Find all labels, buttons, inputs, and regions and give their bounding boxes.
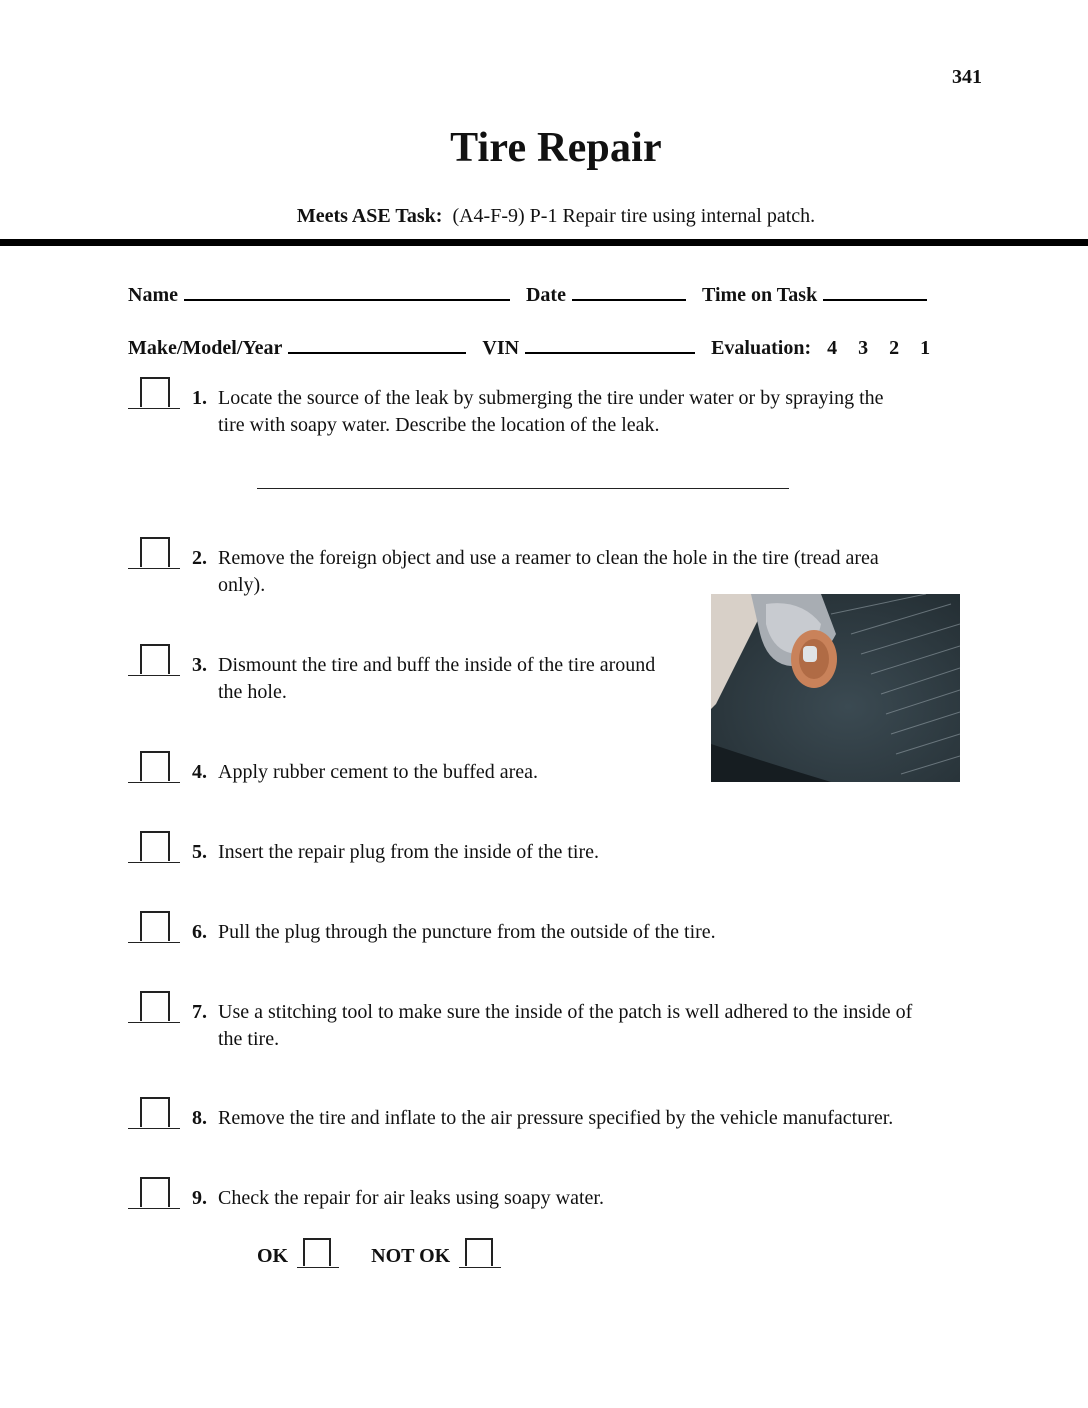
step-5-checkbox[interactable] (128, 831, 180, 863)
evaluation-scores (811, 337, 930, 360)
step-7-checkbox[interactable] (128, 991, 180, 1023)
ase-task-line (0, 205, 1088, 228)
step-text-line: the tire. (218, 1028, 280, 1050)
not-ok-label: NOT OK (371, 1245, 451, 1267)
step-3-checkbox[interactable] (128, 644, 180, 676)
not-ok-checkbox[interactable] (459, 1238, 501, 1268)
ase-task-description: (A4-F-9) P-1 Repair tire using internal patch. (452, 205, 816, 227)
step-8-checkbox[interactable] (128, 1097, 180, 1129)
date-label: Date (525, 284, 566, 306)
step-text-line: Remove the foreign object and use a reamer to clean the hole in the tire (tread area (218, 547, 879, 569)
step-text (218, 385, 978, 439)
step-number: 4. (192, 761, 207, 783)
step-number: 1. (192, 387, 207, 409)
step-text-line: Insert the repair plug from the inside of the tire. (218, 841, 599, 863)
evaluation-score-3[interactable]: 3 (858, 337, 869, 359)
step-text-line: Dismount the tire and buff the inside of the tire around (218, 654, 656, 676)
step-text-line: Use a stitching tool to make sure the inside of the patch is well adhered to the inside of (218, 1001, 913, 1023)
make-model-year-label: Make/Model/Year (128, 337, 283, 359)
page-title: Tire Repair (450, 125, 662, 171)
step-number: 6. (192, 921, 207, 943)
step-text-line: Locate the source of the leak by submerging the tire under water or by spraying the (218, 387, 884, 409)
info-row-1 (128, 281, 943, 307)
step-1-checkbox[interactable] (128, 377, 180, 409)
leak-location-answer-field[interactable] (257, 488, 789, 489)
tire-buffing-photo (711, 594, 960, 782)
step-number: 3. (192, 654, 207, 676)
step-6-checkbox[interactable] (128, 911, 180, 943)
step-text (218, 1185, 978, 1212)
ok-checkbox[interactable] (297, 1238, 339, 1268)
evaluation-score-2[interactable]: 2 (889, 337, 900, 359)
step-text (218, 545, 978, 599)
info-row-2 (128, 334, 930, 360)
time-on-task-field[interactable] (823, 281, 927, 301)
step-text-line: Pull the plug through the puncture from the outside of the tire. (218, 921, 716, 943)
evaluation-score-1[interactable]: 1 (920, 337, 931, 359)
step-text-line: Apply rubber cement to the buffed area. (218, 761, 539, 783)
step-4-checkbox[interactable] (128, 751, 180, 783)
step-text-line: Remove the tire and inflate to the air pressure specified by the vehicle manufacturer. (218, 1107, 894, 1129)
step-text (218, 839, 978, 866)
result-row (257, 1238, 501, 1268)
step-text-line: tire with soapy water. Describe the location of the leak. (218, 414, 660, 436)
header-divider (0, 239, 1088, 246)
vin-label: VIN (482, 337, 520, 359)
ok-label: OK (257, 1245, 289, 1267)
step-text (218, 919, 978, 946)
step-number: 2. (192, 547, 207, 569)
evaluation-label: Evaluation: (711, 337, 812, 359)
step-number: 9. (192, 1187, 207, 1209)
step-text-line: Check the repair for air leaks using soapy water. (218, 1187, 604, 1209)
step-text-line: only). (218, 574, 266, 596)
step-2-checkbox[interactable] (128, 537, 180, 569)
step-9-checkbox[interactable] (128, 1177, 180, 1209)
step-text (218, 759, 718, 786)
date-field[interactable] (572, 281, 686, 301)
make-model-year-field[interactable] (288, 334, 466, 354)
step-number: 8. (192, 1107, 207, 1129)
step-text (218, 1105, 978, 1132)
evaluation-score-4[interactable]: 4 (827, 337, 838, 359)
step-number: 7. (192, 1001, 207, 1023)
step-text (218, 999, 978, 1053)
step-text (218, 652, 718, 706)
step-number: 5. (192, 841, 207, 863)
page-number: 341 (952, 66, 982, 88)
name-field[interactable] (184, 281, 510, 301)
vin-field[interactable] (525, 334, 695, 354)
name-label: Name (128, 284, 178, 306)
step-text-line: the hole. (218, 681, 287, 703)
time-on-task-label: Time on Task (701, 284, 818, 306)
ase-task-label: Meets ASE Task: (296, 205, 443, 227)
